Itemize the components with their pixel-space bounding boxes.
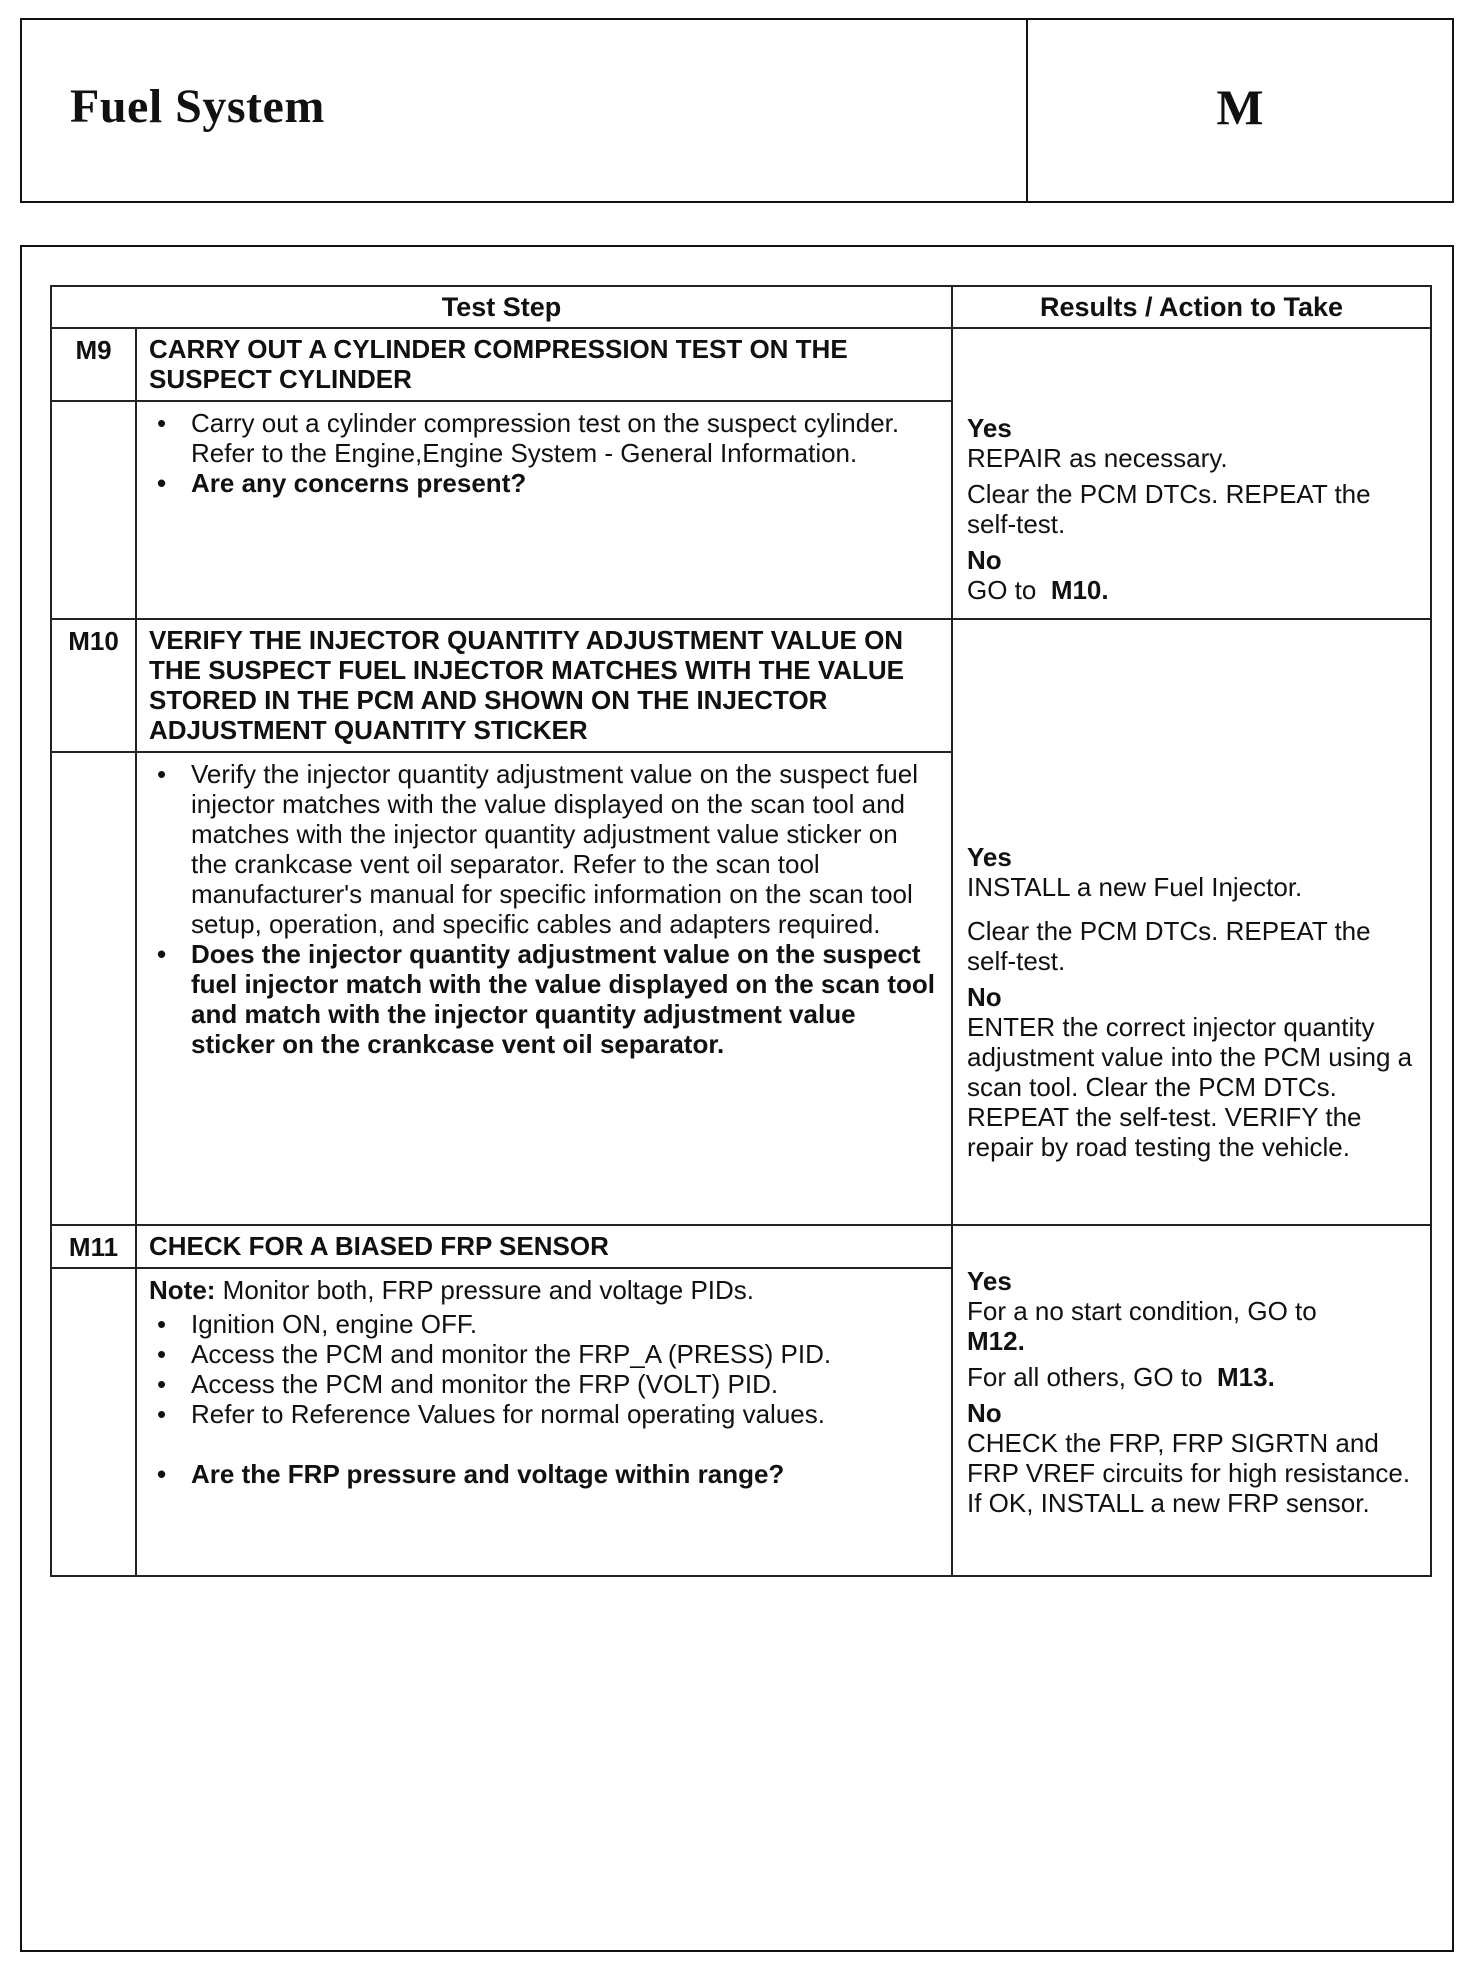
- result-text: ENTER the correct injector quantity adjustment value into the PCM using a scan tool. Clear the PCM DTCs. REPEAT the self-test. VERIFY the repair by road testing the vehicle.: [967, 1012, 1413, 1162]
- note-line: [149, 1275, 939, 1305]
- instruction-item: [149, 1369, 939, 1399]
- table-header-row: [51, 286, 1431, 328]
- step-instructions: [136, 401, 952, 619]
- page-header: [20, 18, 1454, 203]
- results-header: Results / Action to Take: [952, 286, 1431, 328]
- result-prefix: GO to: [967, 574, 1037, 605]
- yes-label: Yes: [967, 842, 1012, 872]
- instruction-question: [149, 939, 939, 1059]
- instruction-question: [149, 468, 939, 498]
- instruction-text: Access the PCM and monitor the FRP_A (PRESS) PID.: [191, 1339, 832, 1369]
- result-text: INSTALL a new Fuel Injector.: [967, 872, 1303, 902]
- step-id-spacer: [51, 1268, 136, 1576]
- instruction-text: Ignition ON, engine OFF.: [191, 1309, 478, 1339]
- instruction-text: Refer to Reference Values for normal operating values.: [191, 1399, 825, 1429]
- note-text: Monitor both, FRP pressure and voltage PIDs.: [222, 1275, 755, 1305]
- question-text: Does the injector quantity adjustment value on the suspect fuel injector match with the value displayed on the scan tool and match with the injector quantity adjustment value sticker on the crankcase vent oil separator.: [191, 939, 936, 1059]
- step-m11-title-row: [51, 1225, 1431, 1268]
- result-text: For a no start condition, GO to: [967, 1296, 1317, 1326]
- header-code-cell: [1028, 20, 1452, 201]
- step-id: M11: [51, 1225, 136, 1268]
- bullet-glyph: •: [157, 468, 167, 498]
- no-label: No: [967, 982, 1002, 1012]
- step-m10-results: [952, 619, 1431, 1225]
- bullet-glyph: •: [157, 1339, 167, 1369]
- step-instructions: [136, 752, 952, 1225]
- bullet-glyph: •: [157, 1399, 167, 1429]
- header-title-cell: [22, 20, 1028, 201]
- result-text: Clear the PCM DTCs. REPEAT the self-test.: [967, 916, 1371, 976]
- instruction-question: [149, 1459, 939, 1489]
- step-m11-results: [952, 1225, 1431, 1576]
- instruction-item: [149, 1339, 939, 1369]
- bullet-glyph: •: [157, 1369, 167, 1399]
- step-title: CHECK FOR A BIASED FRP SENSOR: [136, 1225, 952, 1268]
- step-title: CARRY OUT A CYLINDER COMPRESSION TEST ON THE SUSPECT CYLINDER: [136, 328, 952, 401]
- step-id-spacer: [51, 401, 136, 619]
- bullet-glyph: •: [157, 408, 167, 438]
- instruction-text: Verify the injector quantity adjustment value on the suspect fuel injector matches with the value displayed on the scan tool and matches with the injector quantity adjustment value sticker on the crankcase vent oil separator. Refer to the scan tool manufacturer's manual for specific information on the scan tool setup, operation, and specific cables and adapters required.: [191, 759, 918, 939]
- instruction-item: [149, 408, 939, 468]
- question-text: Are any concerns present?: [191, 468, 527, 498]
- bullet-glyph: •: [157, 939, 167, 969]
- step-reference: M10.: [1050, 574, 1109, 605]
- instruction-text: Carry out a cylinder compression test on the suspect cylinder. Refer to the Engine,Engine System - General Information.: [191, 408, 900, 468]
- note-label: Note:: [149, 1275, 216, 1305]
- result-text: [967, 575, 1109, 605]
- bullet-glyph: •: [157, 1459, 167, 1489]
- instruction-text: Access the PCM and monitor the FRP (VOLT) PID.: [191, 1369, 779, 1399]
- result-text: CHECK the FRP, FRP SIGRTN and FRP VREF circuits for high resistance. If OK, INSTALL a new FRP sensor.: [967, 1428, 1411, 1518]
- no-label: No: [967, 1398, 1002, 1428]
- instruction-item: [149, 759, 939, 939]
- result-text: [967, 1362, 1420, 1392]
- bullet-glyph: •: [157, 1309, 167, 1339]
- yes-label: Yes: [967, 412, 1012, 443]
- step-id: M10: [51, 619, 136, 752]
- section-code: M: [1216, 78, 1264, 135]
- instruction-item: [149, 1309, 939, 1339]
- result-text: REPAIR as necessary.: [967, 442, 1228, 473]
- step-reference: M13.: [1216, 1362, 1275, 1392]
- question-text: Are the FRP pressure and voltage within range?: [191, 1459, 785, 1489]
- result-text: Clear the PCM DTCs. REPEAT the self-test.: [967, 478, 1371, 539]
- step-title: VERIFY THE INJECTOR QUANTITY ADJUSTMENT VALUE ON THE SUSPECT FUEL INJECTOR MATCHES WITH THE VALUE STORED IN THE PCM AND SHOWN ON THE INJECTOR ADJUSTMENT QUANTITY STICKER: [136, 619, 952, 752]
- step-m10-title-row: [51, 619, 1431, 752]
- step-id-spacer: [51, 752, 136, 1225]
- step-m9-results: [952, 328, 1431, 619]
- no-label: No: [967, 544, 1002, 575]
- instruction-item: [149, 1399, 939, 1429]
- step-reference: M12.: [967, 1326, 1025, 1356]
- result-prefix: For all others, GO to: [967, 1362, 1203, 1392]
- test-step-header: Test Step: [51, 286, 952, 328]
- step-instructions: [136, 1268, 952, 1576]
- step-id: M9: [51, 328, 136, 401]
- page-title: Fuel System: [70, 80, 325, 133]
- bullet-glyph: •: [157, 759, 167, 789]
- yes-label: Yes: [967, 1266, 1012, 1296]
- diagnostic-table: [50, 285, 1432, 1577]
- step-m9-title-row: [51, 328, 1431, 401]
